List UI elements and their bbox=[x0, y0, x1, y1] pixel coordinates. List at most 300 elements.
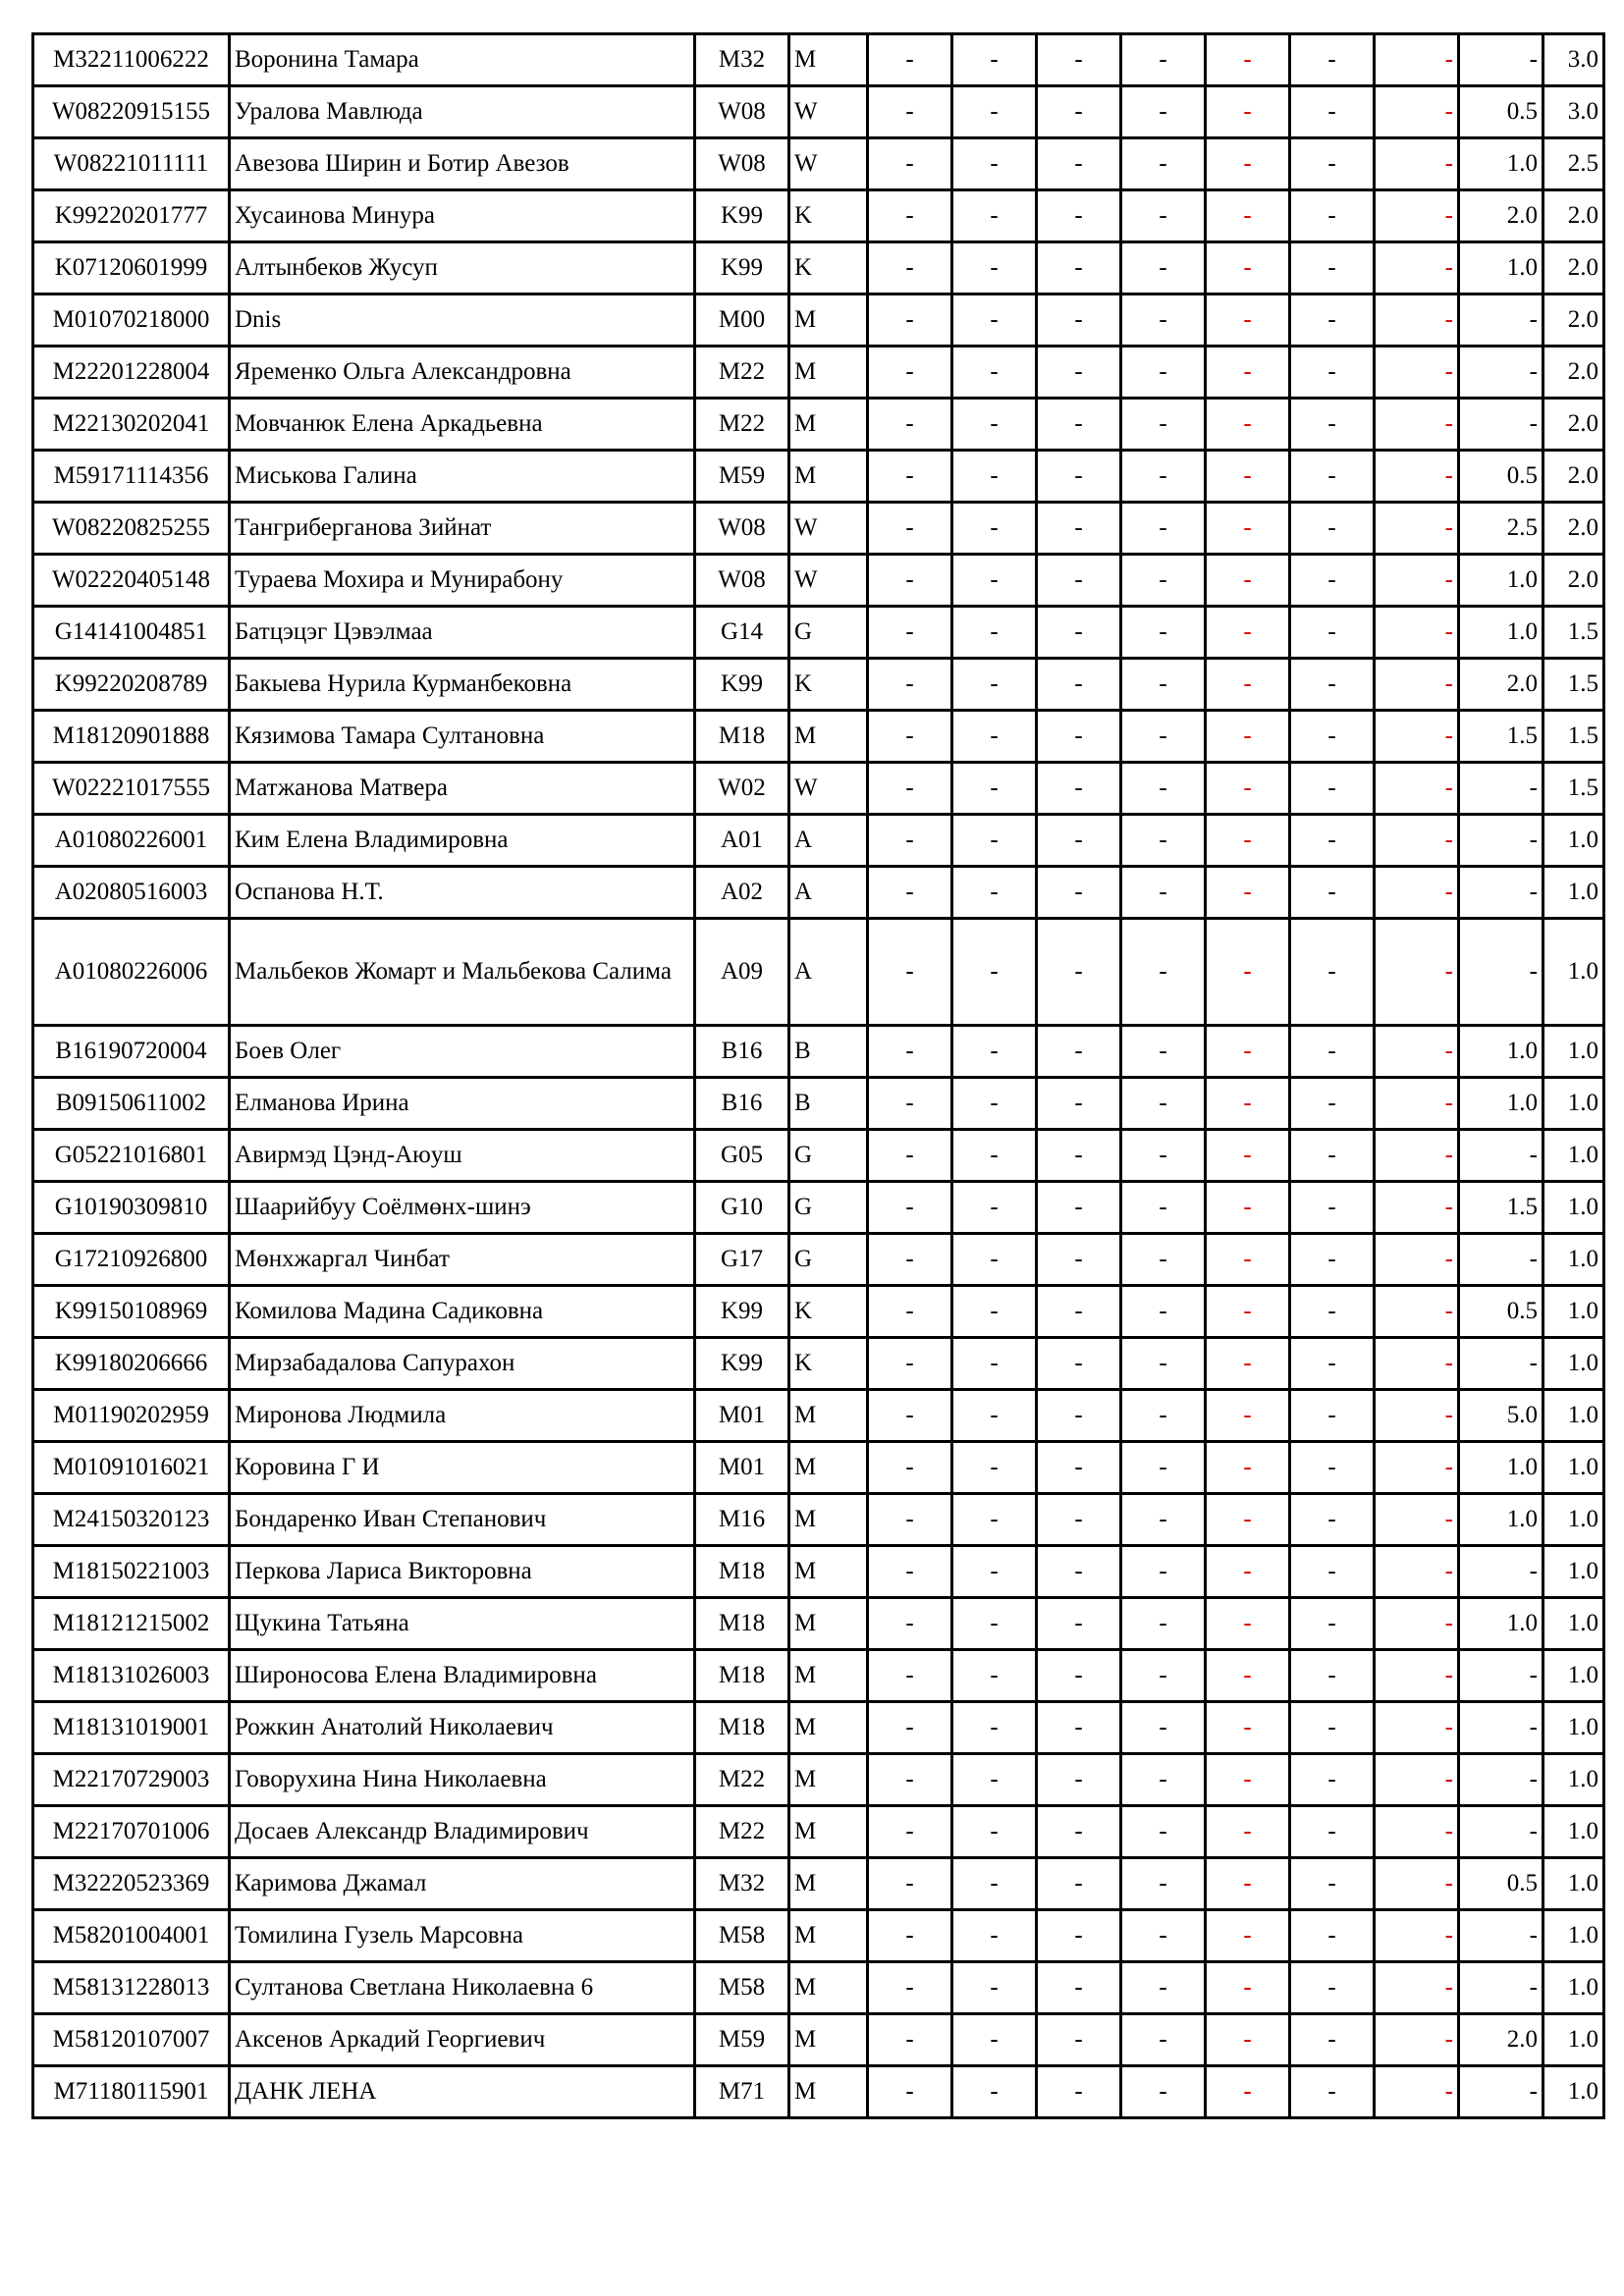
row-col-4: - bbox=[1121, 1546, 1206, 1598]
row-col-7: - bbox=[1375, 138, 1459, 190]
row-name: Султанова Светлана Николаевна 6 bbox=[230, 1962, 695, 2014]
row-col-3: - bbox=[1037, 347, 1121, 399]
row-col-7: - bbox=[1375, 347, 1459, 399]
row-col-5: - bbox=[1206, 659, 1290, 711]
row-group: M bbox=[789, 1650, 868, 1702]
row-group: M bbox=[789, 2066, 868, 2118]
row-col-1: - bbox=[868, 399, 952, 451]
row-code: M18 bbox=[695, 1702, 789, 1754]
row-group: M bbox=[789, 711, 868, 763]
row-col-9: 2.0 bbox=[1543, 399, 1604, 451]
row-code: W02 bbox=[695, 763, 789, 815]
row-col-1: - bbox=[868, 1026, 952, 1078]
row-col-4: - bbox=[1121, 1130, 1206, 1182]
row-id: M59171114356 bbox=[33, 451, 230, 503]
row-col-9: 2.0 bbox=[1543, 555, 1604, 607]
row-col-7: - bbox=[1375, 1026, 1459, 1078]
row-id: M58120107007 bbox=[33, 2014, 230, 2066]
table-row bbox=[33, 2014, 1604, 2066]
row-col-8: 0.5 bbox=[1459, 1858, 1543, 1910]
row-col-4: - bbox=[1121, 1338, 1206, 1390]
row-col-4: - bbox=[1121, 1962, 1206, 2014]
row-col-3: - bbox=[1037, 1442, 1121, 1494]
row-name: Авирмэд Цэнд-Аюуш bbox=[230, 1130, 695, 1182]
row-col-2: - bbox=[952, 451, 1037, 503]
table-row bbox=[33, 1130, 1604, 1182]
row-col-8: - bbox=[1459, 919, 1543, 1026]
row-col-7: - bbox=[1375, 867, 1459, 919]
row-col-7: - bbox=[1375, 190, 1459, 242]
row-col-8: - bbox=[1459, 867, 1543, 919]
row-col-8: 1.0 bbox=[1459, 1598, 1543, 1650]
row-col-1: - bbox=[868, 294, 952, 347]
row-col-5: - bbox=[1206, 242, 1290, 294]
row-col-9: 1.0 bbox=[1543, 1754, 1604, 1806]
row-id: B09150611002 bbox=[33, 1078, 230, 1130]
row-code: K99 bbox=[695, 242, 789, 294]
row-group: M bbox=[789, 347, 868, 399]
row-code: M16 bbox=[695, 1494, 789, 1546]
row-col-6: - bbox=[1290, 607, 1375, 659]
row-col-7: - bbox=[1375, 763, 1459, 815]
row-col-5: - bbox=[1206, 1494, 1290, 1546]
row-col-3: - bbox=[1037, 242, 1121, 294]
row-name: Уралова Мавлюда bbox=[230, 86, 695, 138]
table-row bbox=[33, 503, 1604, 555]
row-col-9: 1.0 bbox=[1543, 1130, 1604, 1182]
row-code: G10 bbox=[695, 1182, 789, 1234]
row-group: M bbox=[789, 1442, 868, 1494]
row-col-5: - bbox=[1206, 1442, 1290, 1494]
row-col-6: - bbox=[1290, 1026, 1375, 1078]
row-col-7: - bbox=[1375, 919, 1459, 1026]
row-col-3: - bbox=[1037, 1494, 1121, 1546]
row-col-1: - bbox=[868, 919, 952, 1026]
row-group: G bbox=[789, 607, 868, 659]
row-col-1: - bbox=[868, 555, 952, 607]
row-col-6: - bbox=[1290, 555, 1375, 607]
row-id: M32220523369 bbox=[33, 1858, 230, 1910]
row-col-5: - bbox=[1206, 1182, 1290, 1234]
row-col-6: - bbox=[1290, 34, 1375, 86]
row-col-7: - bbox=[1375, 711, 1459, 763]
table-row bbox=[33, 1858, 1604, 1910]
row-id: M01070218000 bbox=[33, 294, 230, 347]
row-col-3: - bbox=[1037, 1910, 1121, 1962]
row-name: Шаарийбуу Соёлмөнх-шинэ bbox=[230, 1182, 695, 1234]
row-id: A01080226006 bbox=[33, 919, 230, 1026]
row-col-8: - bbox=[1459, 1754, 1543, 1806]
row-col-6: - bbox=[1290, 1754, 1375, 1806]
row-col-2: - bbox=[952, 1286, 1037, 1338]
row-col-2: - bbox=[952, 138, 1037, 190]
row-id: M18131026003 bbox=[33, 1650, 230, 1702]
row-col-1: - bbox=[868, 138, 952, 190]
row-col-7: - bbox=[1375, 503, 1459, 555]
row-col-1: - bbox=[868, 1494, 952, 1546]
row-col-3: - bbox=[1037, 659, 1121, 711]
row-col-6: - bbox=[1290, 2014, 1375, 2066]
row-col-4: - bbox=[1121, 555, 1206, 607]
row-name: Досаев Александр Владимирович bbox=[230, 1806, 695, 1858]
row-col-9: 1.0 bbox=[1543, 1806, 1604, 1858]
row-col-5: - bbox=[1206, 1910, 1290, 1962]
table-row bbox=[33, 294, 1604, 347]
row-col-2: - bbox=[952, 1754, 1037, 1806]
row-col-2: - bbox=[952, 1390, 1037, 1442]
row-col-6: - bbox=[1290, 190, 1375, 242]
row-col-4: - bbox=[1121, 2066, 1206, 2118]
row-col-2: - bbox=[952, 399, 1037, 451]
row-col-7: - bbox=[1375, 1702, 1459, 1754]
row-code: M22 bbox=[695, 347, 789, 399]
row-col-2: - bbox=[952, 867, 1037, 919]
row-col-2: - bbox=[952, 34, 1037, 86]
row-col-8: - bbox=[1459, 1234, 1543, 1286]
row-id: G05221016801 bbox=[33, 1130, 230, 1182]
row-code: W08 bbox=[695, 138, 789, 190]
row-col-3: - bbox=[1037, 1390, 1121, 1442]
row-col-2: - bbox=[952, 2066, 1037, 2118]
row-col-5: - bbox=[1206, 1546, 1290, 1598]
table-row bbox=[33, 1338, 1604, 1390]
row-id: M22170729003 bbox=[33, 1754, 230, 1806]
row-group: B bbox=[789, 1026, 868, 1078]
row-col-7: - bbox=[1375, 1130, 1459, 1182]
table-row bbox=[33, 1546, 1604, 1598]
row-col-8: 1.0 bbox=[1459, 242, 1543, 294]
row-col-1: - bbox=[868, 1546, 952, 1598]
row-id: G10190309810 bbox=[33, 1182, 230, 1234]
row-col-2: - bbox=[952, 1858, 1037, 1910]
row-code: M01 bbox=[695, 1390, 789, 1442]
row-id: M22130202041 bbox=[33, 399, 230, 451]
row-group: G bbox=[789, 1182, 868, 1234]
row-col-8: 0.5 bbox=[1459, 451, 1543, 503]
row-col-3: - bbox=[1037, 1286, 1121, 1338]
row-col-3: - bbox=[1037, 1650, 1121, 1702]
row-col-2: - bbox=[952, 190, 1037, 242]
row-col-9: 1.0 bbox=[1543, 1442, 1604, 1494]
row-col-2: - bbox=[952, 1598, 1037, 1650]
row-col-4: - bbox=[1121, 1286, 1206, 1338]
row-col-9: 1.0 bbox=[1543, 1702, 1604, 1754]
row-col-5: - bbox=[1206, 138, 1290, 190]
row-col-5: - bbox=[1206, 1390, 1290, 1442]
row-group: M bbox=[789, 1702, 868, 1754]
row-col-8: - bbox=[1459, 1962, 1543, 2014]
row-col-1: - bbox=[868, 1910, 952, 1962]
row-col-8: 2.5 bbox=[1459, 503, 1543, 555]
row-code: K99 bbox=[695, 1338, 789, 1390]
table-row bbox=[33, 242, 1604, 294]
row-col-3: - bbox=[1037, 1806, 1121, 1858]
row-col-1: - bbox=[868, 1598, 952, 1650]
table-row bbox=[33, 1390, 1604, 1442]
row-code: W08 bbox=[695, 503, 789, 555]
row-col-1: - bbox=[868, 34, 952, 86]
row-id: W02221017555 bbox=[33, 763, 230, 815]
row-col-8: 1.0 bbox=[1459, 555, 1543, 607]
row-col-6: - bbox=[1290, 919, 1375, 1026]
row-col-9: 3.0 bbox=[1543, 86, 1604, 138]
row-col-4: - bbox=[1121, 294, 1206, 347]
table-row bbox=[33, 711, 1604, 763]
row-col-7: - bbox=[1375, 607, 1459, 659]
row-name: Боев Олег bbox=[230, 1026, 695, 1078]
row-col-2: - bbox=[952, 242, 1037, 294]
row-col-4: - bbox=[1121, 919, 1206, 1026]
row-col-4: - bbox=[1121, 1026, 1206, 1078]
row-col-5: - bbox=[1206, 34, 1290, 86]
row-col-8: - bbox=[1459, 1546, 1543, 1598]
row-col-8: 0.5 bbox=[1459, 86, 1543, 138]
table-row bbox=[33, 763, 1604, 815]
row-col-9: 3.0 bbox=[1543, 34, 1604, 86]
row-col-7: - bbox=[1375, 294, 1459, 347]
row-col-7: - bbox=[1375, 1338, 1459, 1390]
row-name: Говорухина Нина Николаевна bbox=[230, 1754, 695, 1806]
row-col-6: - bbox=[1290, 1806, 1375, 1858]
row-name: Елманова Ирина bbox=[230, 1078, 695, 1130]
row-id: M22170701006 bbox=[33, 1806, 230, 1858]
row-name: Воронина Тамара bbox=[230, 34, 695, 86]
row-group: K bbox=[789, 190, 868, 242]
row-col-4: - bbox=[1121, 242, 1206, 294]
row-id: W08220915155 bbox=[33, 86, 230, 138]
row-id: K99180206666 bbox=[33, 1338, 230, 1390]
row-col-2: - bbox=[952, 1078, 1037, 1130]
row-col-5: - bbox=[1206, 1286, 1290, 1338]
table-row bbox=[33, 138, 1604, 190]
row-name: Тангриберганова Зийнат bbox=[230, 503, 695, 555]
row-col-1: - bbox=[868, 451, 952, 503]
row-col-3: - bbox=[1037, 138, 1121, 190]
row-col-5: - bbox=[1206, 1858, 1290, 1910]
row-col-1: - bbox=[868, 1858, 952, 1910]
row-col-6: - bbox=[1290, 451, 1375, 503]
row-col-2: - bbox=[952, 1494, 1037, 1546]
row-col-5: - bbox=[1206, 190, 1290, 242]
row-col-4: - bbox=[1121, 607, 1206, 659]
row-col-5: - bbox=[1206, 1234, 1290, 1286]
row-col-4: - bbox=[1121, 1182, 1206, 1234]
row-col-7: - bbox=[1375, 1286, 1459, 1338]
row-name: Мөнхжаргал Чинбат bbox=[230, 1234, 695, 1286]
table-row bbox=[33, 1286, 1604, 1338]
row-col-6: - bbox=[1290, 1546, 1375, 1598]
row-col-1: - bbox=[868, 1442, 952, 1494]
row-col-4: - bbox=[1121, 86, 1206, 138]
row-col-1: - bbox=[868, 607, 952, 659]
row-col-4: - bbox=[1121, 34, 1206, 86]
row-col-4: - bbox=[1121, 347, 1206, 399]
row-col-2: - bbox=[952, 815, 1037, 867]
row-col-4: - bbox=[1121, 1234, 1206, 1286]
row-col-9: 1.0 bbox=[1543, 1390, 1604, 1442]
row-name: Миськова Галина bbox=[230, 451, 695, 503]
row-name: Перкова Лариса Викторовна bbox=[230, 1546, 695, 1598]
row-col-4: - bbox=[1121, 711, 1206, 763]
row-code: B16 bbox=[695, 1026, 789, 1078]
row-name: Матжанова Матвера bbox=[230, 763, 695, 815]
row-code: M22 bbox=[695, 1754, 789, 1806]
row-col-7: - bbox=[1375, 1598, 1459, 1650]
row-id: W08220825255 bbox=[33, 503, 230, 555]
row-code: M18 bbox=[695, 1650, 789, 1702]
row-group: M bbox=[789, 1390, 868, 1442]
row-col-9: 2.5 bbox=[1543, 138, 1604, 190]
row-group: W bbox=[789, 503, 868, 555]
row-col-2: - bbox=[952, 1234, 1037, 1286]
row-col-8: 1.0 bbox=[1459, 1026, 1543, 1078]
row-col-8: - bbox=[1459, 294, 1543, 347]
table-row bbox=[33, 1702, 1604, 1754]
row-code: G05 bbox=[695, 1130, 789, 1182]
table-row bbox=[33, 1078, 1604, 1130]
row-col-6: - bbox=[1290, 1286, 1375, 1338]
row-col-2: - bbox=[952, 1442, 1037, 1494]
table-row bbox=[33, 659, 1604, 711]
table-row bbox=[33, 815, 1604, 867]
table-row bbox=[33, 1234, 1604, 1286]
row-col-8: - bbox=[1459, 815, 1543, 867]
row-col-1: - bbox=[868, 503, 952, 555]
row-col-5: - bbox=[1206, 815, 1290, 867]
row-code: A02 bbox=[695, 867, 789, 919]
row-col-3: - bbox=[1037, 1962, 1121, 2014]
row-col-9: 1.0 bbox=[1543, 867, 1604, 919]
row-col-8: - bbox=[1459, 1130, 1543, 1182]
row-name: Рожкин Анатолий Николаевич bbox=[230, 1702, 695, 1754]
row-col-1: - bbox=[868, 1962, 952, 2014]
row-id: W08221011111 bbox=[33, 138, 230, 190]
row-code: M22 bbox=[695, 1806, 789, 1858]
row-col-8: 2.0 bbox=[1459, 2014, 1543, 2066]
row-col-5: - bbox=[1206, 2066, 1290, 2118]
row-col-8: - bbox=[1459, 763, 1543, 815]
row-code: M22 bbox=[695, 399, 789, 451]
row-col-7: - bbox=[1375, 451, 1459, 503]
row-col-3: - bbox=[1037, 763, 1121, 815]
row-name: Щукина Татьяна bbox=[230, 1598, 695, 1650]
row-col-4: - bbox=[1121, 1078, 1206, 1130]
row-col-6: - bbox=[1290, 815, 1375, 867]
row-name: Тураева Мохира и Мунирабону bbox=[230, 555, 695, 607]
row-col-5: - bbox=[1206, 1078, 1290, 1130]
row-col-3: - bbox=[1037, 1234, 1121, 1286]
row-col-7: - bbox=[1375, 2014, 1459, 2066]
row-col-5: - bbox=[1206, 399, 1290, 451]
row-group: M bbox=[789, 451, 868, 503]
table-row bbox=[33, 1598, 1604, 1650]
row-name: Алтынбеков Жусуп bbox=[230, 242, 695, 294]
row-col-8: 1.0 bbox=[1459, 138, 1543, 190]
row-col-7: - bbox=[1375, 1962, 1459, 2014]
row-col-4: - bbox=[1121, 451, 1206, 503]
row-col-9: 1.0 bbox=[1543, 1026, 1604, 1078]
row-col-7: - bbox=[1375, 1650, 1459, 1702]
row-group: W bbox=[789, 138, 868, 190]
row-col-4: - bbox=[1121, 659, 1206, 711]
row-col-1: - bbox=[868, 242, 952, 294]
row-col-8: - bbox=[1459, 347, 1543, 399]
row-col-5: - bbox=[1206, 1598, 1290, 1650]
row-col-4: - bbox=[1121, 1442, 1206, 1494]
row-id: K99220208789 bbox=[33, 659, 230, 711]
row-group: M bbox=[789, 1858, 868, 1910]
row-col-9: 1.0 bbox=[1543, 1858, 1604, 1910]
row-col-5: - bbox=[1206, 763, 1290, 815]
row-name: Миронова Людмила bbox=[230, 1390, 695, 1442]
table-row bbox=[33, 2066, 1604, 2118]
row-col-4: - bbox=[1121, 190, 1206, 242]
table-row bbox=[33, 919, 1604, 1026]
row-col-9: 1.0 bbox=[1543, 1910, 1604, 1962]
row-code: K99 bbox=[695, 190, 789, 242]
row-code: G14 bbox=[695, 607, 789, 659]
row-col-1: - bbox=[868, 1182, 952, 1234]
row-col-8: - bbox=[1459, 1338, 1543, 1390]
row-col-9: 1.5 bbox=[1543, 659, 1604, 711]
row-col-3: - bbox=[1037, 919, 1121, 1026]
row-id: M18121215002 bbox=[33, 1598, 230, 1650]
row-col-7: - bbox=[1375, 2066, 1459, 2118]
table-row bbox=[33, 1650, 1604, 1702]
row-col-2: - bbox=[952, 2014, 1037, 2066]
row-col-7: - bbox=[1375, 1754, 1459, 1806]
row-id: K07120601999 bbox=[33, 242, 230, 294]
row-col-9: 2.0 bbox=[1543, 503, 1604, 555]
row-col-9: 1.0 bbox=[1543, 1182, 1604, 1234]
row-id: K99220201777 bbox=[33, 190, 230, 242]
row-col-1: - bbox=[868, 1078, 952, 1130]
row-id: K99150108969 bbox=[33, 1286, 230, 1338]
row-col-2: - bbox=[952, 1962, 1037, 2014]
row-col-2: - bbox=[952, 347, 1037, 399]
row-col-4: - bbox=[1121, 503, 1206, 555]
row-col-8: - bbox=[1459, 1806, 1543, 1858]
row-col-4: - bbox=[1121, 1650, 1206, 1702]
row-col-6: - bbox=[1290, 1442, 1375, 1494]
table-row bbox=[33, 1442, 1604, 1494]
row-group: M bbox=[789, 294, 868, 347]
row-col-3: - bbox=[1037, 503, 1121, 555]
row-col-3: - bbox=[1037, 815, 1121, 867]
row-col-3: - bbox=[1037, 1702, 1121, 1754]
row-col-6: - bbox=[1290, 659, 1375, 711]
row-col-6: - bbox=[1290, 1182, 1375, 1234]
row-col-8: 1.5 bbox=[1459, 1182, 1543, 1234]
row-col-9: 2.0 bbox=[1543, 294, 1604, 347]
row-col-9: 2.0 bbox=[1543, 451, 1604, 503]
row-col-1: - bbox=[868, 190, 952, 242]
row-code: K99 bbox=[695, 659, 789, 711]
row-col-5: - bbox=[1206, 1650, 1290, 1702]
row-group: A bbox=[789, 919, 868, 1026]
row-group: W bbox=[789, 555, 868, 607]
row-col-6: - bbox=[1290, 763, 1375, 815]
row-name: Авезова Ширин и Ботир Авезов bbox=[230, 138, 695, 190]
row-col-5: - bbox=[1206, 451, 1290, 503]
row-col-8: 1.0 bbox=[1459, 1494, 1543, 1546]
row-col-4: - bbox=[1121, 1390, 1206, 1442]
table-row bbox=[33, 451, 1604, 503]
row-col-1: - bbox=[868, 2066, 952, 2118]
row-code: M32 bbox=[695, 34, 789, 86]
table-row bbox=[33, 190, 1604, 242]
row-code: M18 bbox=[695, 711, 789, 763]
